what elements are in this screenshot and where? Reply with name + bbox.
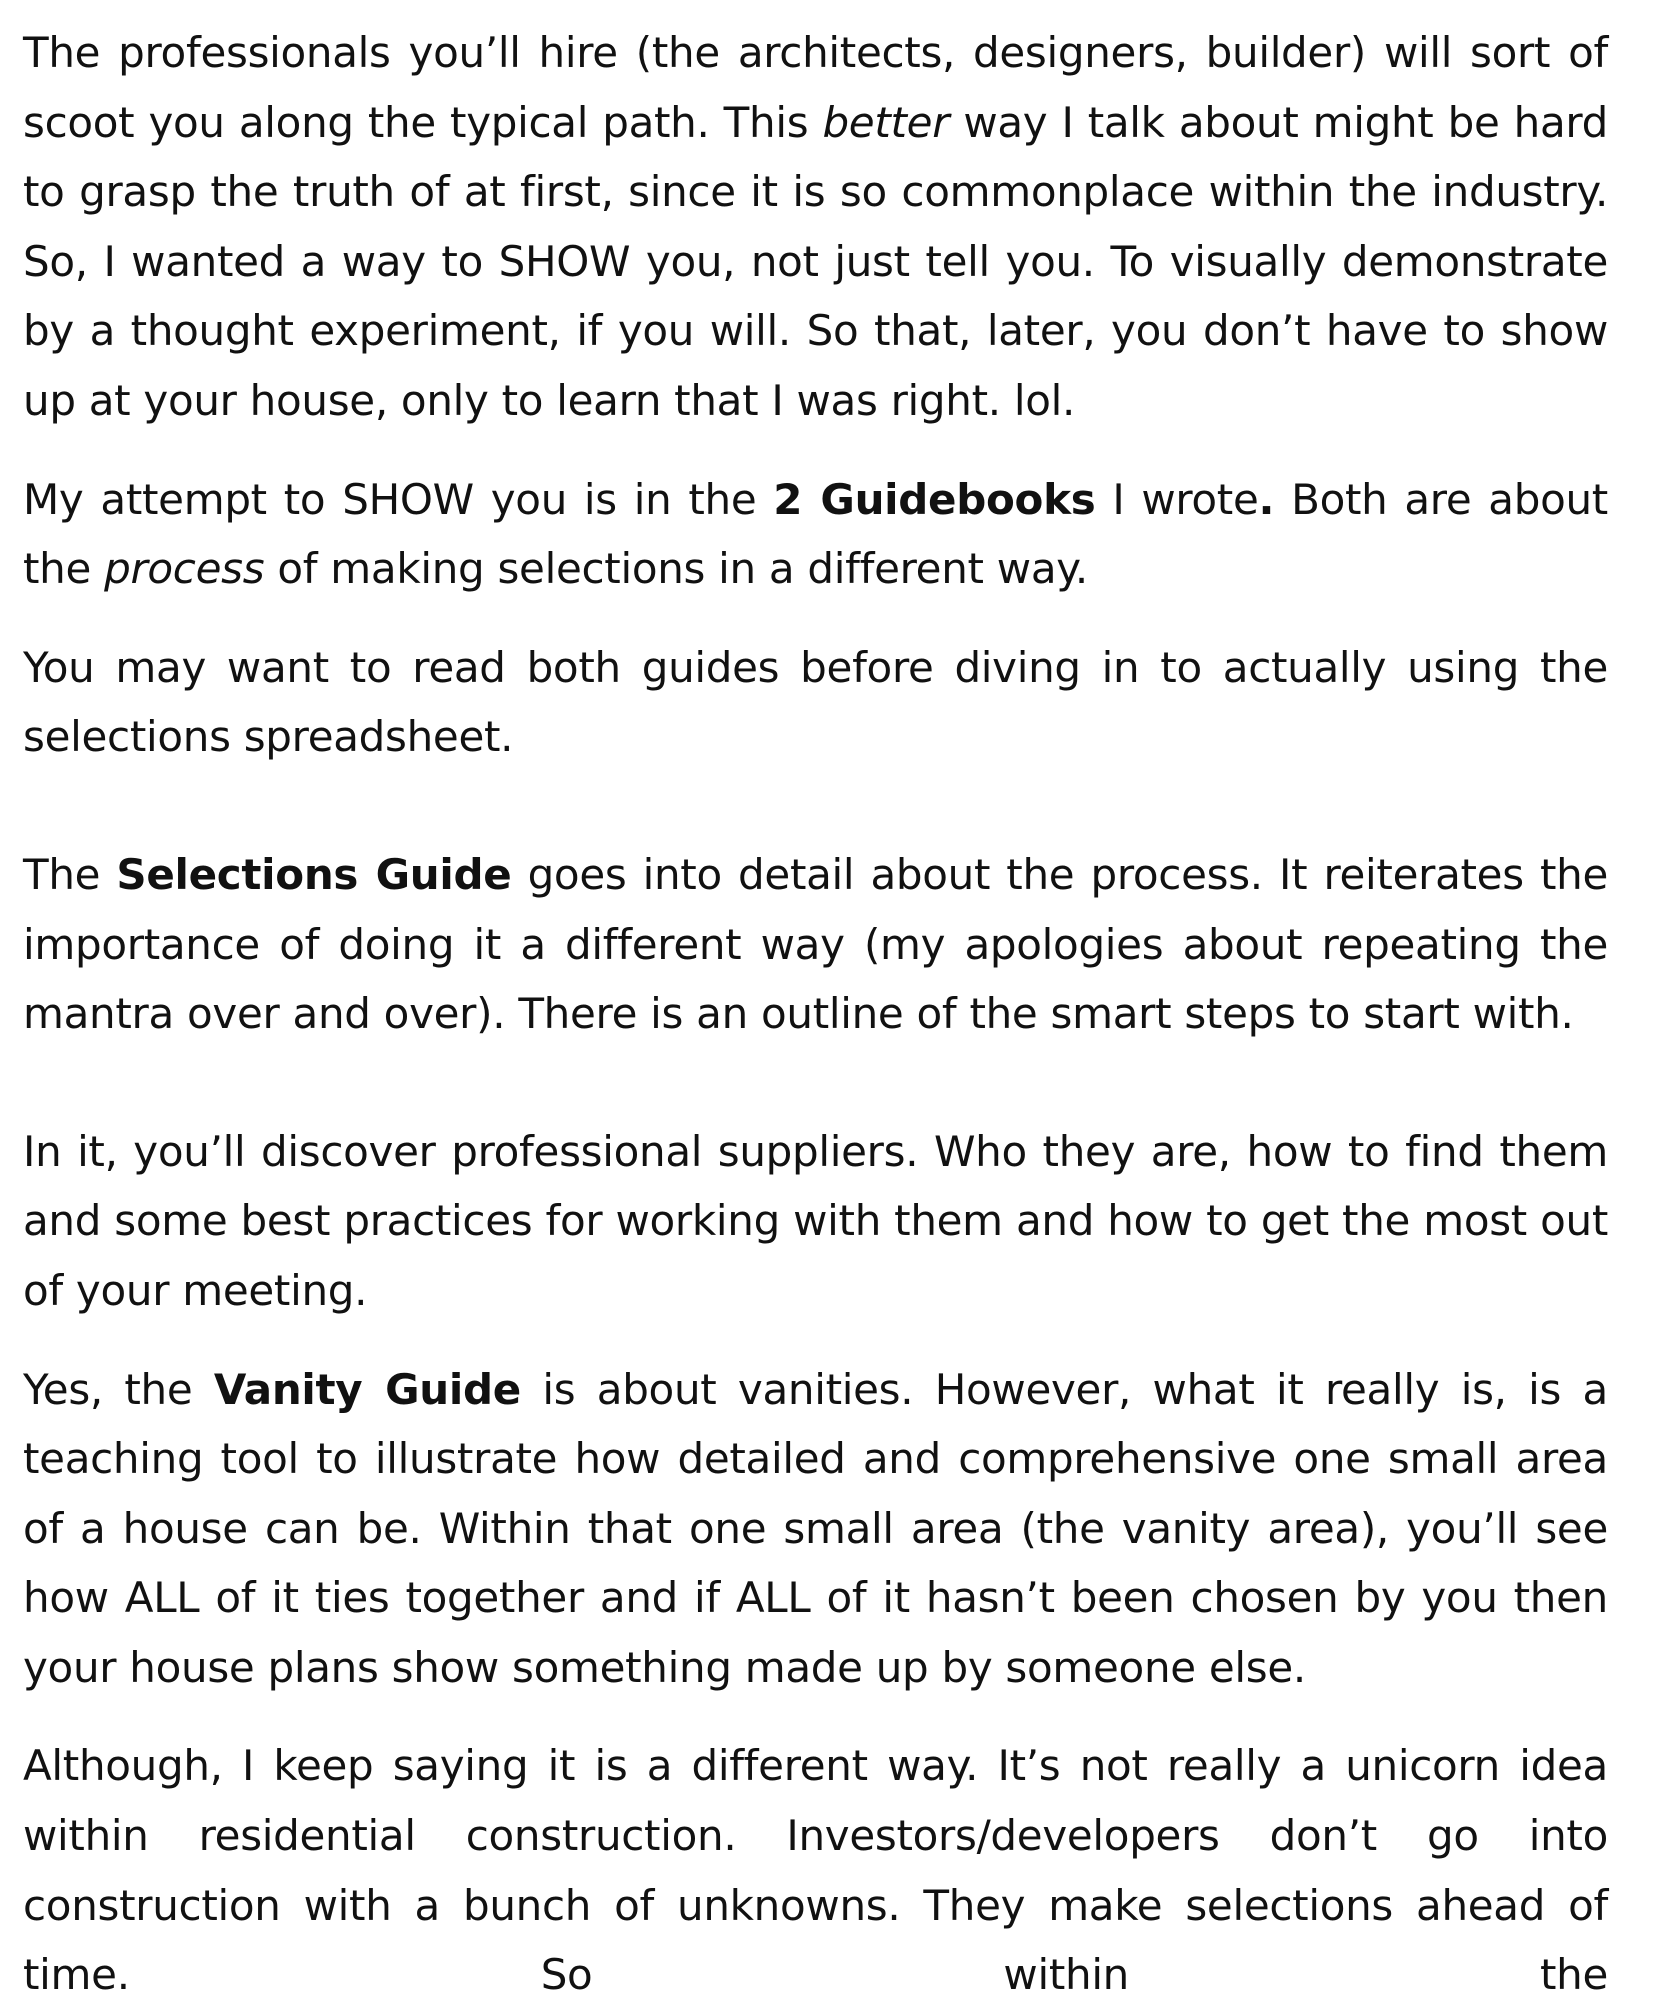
paragraph-text: goes into detail about the process. It reiterates the importance of doing it a different way (my apologies about repeating the mantra over and over). There is an outline of the smart steps to start with. <box>23 849 1609 1039</box>
emphasis-process: process <box>104 544 265 594</box>
paragraph-text: My attempt to SHOW you is in the <box>23 474 774 524</box>
bold-2-guidebooks: 2 Guidebooks <box>773 474 1096 524</box>
paragraph-spacer <box>23 1702 1608 1731</box>
paragraph-vanity-guide <box>23 1355 1608 1703</box>
bold-selections-guide: Selections Guide <box>116 849 512 899</box>
paragraph-spacer <box>23 604 1608 633</box>
paragraph-professional-suppliers <box>23 1117 1608 1326</box>
paragraph-text: The professionals you’ll hire (the architects, designers, builder) will sort of scoot you along the typical path. This <box>23 28 1608 147</box>
paragraph-text: Yes, the <box>23 1364 214 1414</box>
paragraph-text: I wrote <box>1095 474 1259 524</box>
paragraph-text: Although, I keep saying it is a different way. It’s not really a unicorn idea within residential construction. Investors/developers don’t go into construction with a bunch of unknowns. They make selections ahead of time. So within the <box>23 1741 1608 2000</box>
paragraph-text: In it, you’ll discover professional suppliers. Who they are, how to find them and some best practices for working with them and how to get the most out of your meeting. <box>23 1126 1608 1315</box>
paragraph-text: way I talk about might be hard to grasp the truth of at first, since it is so commonplace within the industry. So, I wanted a way to SHOW you, not just tell you. To visually demonstrate by a thought experiment, if you will. So that, later, you don’t have to show up at your house, only to learn that I was right. lol. <box>23 97 1608 425</box>
paragraph-read-both-guides <box>23 633 1608 772</box>
paragraph-spacer <box>23 1326 1608 1355</box>
bold-vanity-guide: Vanity Guide <box>213 1364 521 1414</box>
bold-period: . <box>1258 474 1275 524</box>
emphasis-better: better <box>822 97 950 147</box>
paragraph-text: Both are about the <box>23 474 1608 594</box>
paragraph-selections-guide <box>23 840 1608 1049</box>
paragraph-spacer <box>23 1049 1608 1117</box>
paragraph-professionals <box>23 18 1608 436</box>
paragraph-text: You may want to read both guides before diving in to actually using the selections spreadsheet. <box>23 642 1608 762</box>
paragraph-text: The <box>23 849 117 899</box>
document-page <box>23 18 1608 2010</box>
paragraph-text: of making selections in a different way. <box>264 544 1088 594</box>
paragraph-spacer <box>23 436 1608 465</box>
paragraph-guidebooks <box>23 465 1608 604</box>
paragraph-text: is about vanities. However, what it really is, is a teaching tool to illustrate how detailed and comprehensive one small area of a house can be. Within that one small area (the vanity area), you’ll see how ALL of it ties together and if ALL of it hasn’t been chosen by you then your house plans show something made up by someone else. <box>23 1364 1608 1692</box>
paragraph-spacer <box>23 772 1608 840</box>
paragraph-different-way <box>23 1731 1608 2009</box>
